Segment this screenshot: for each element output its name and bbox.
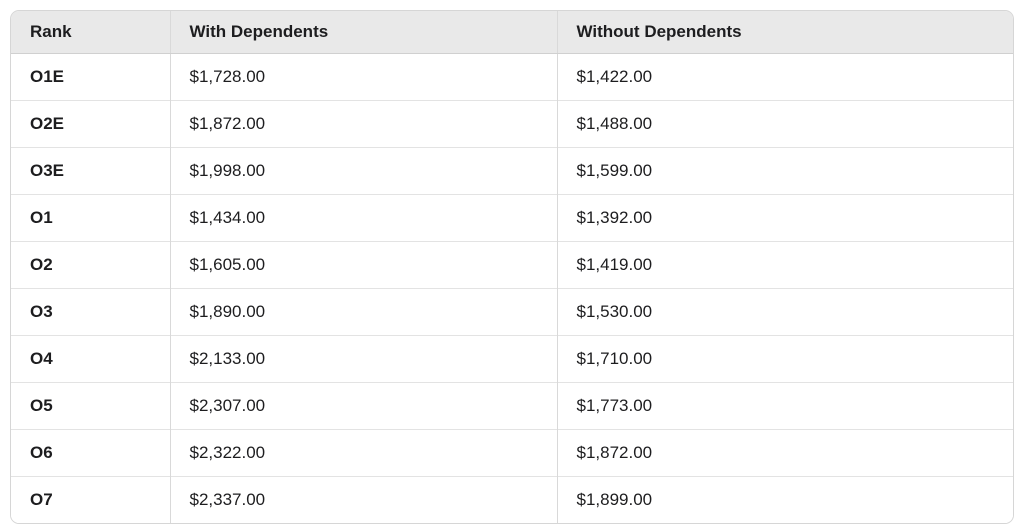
table-row [11,383,1013,430]
without-dependents-cell: $1,392.00 [557,195,1013,242]
header-row [11,11,1013,54]
table-row [11,54,1013,101]
table-row [11,195,1013,242]
table-row [11,101,1013,148]
rank-cell: O6 [11,430,170,477]
without-dependents-cell: $1,872.00 [557,430,1013,477]
rank-cell: O4 [11,336,170,383]
table-body [11,54,1013,524]
table-row [11,289,1013,336]
table-row [11,336,1013,383]
rank-cell: O2E [11,101,170,148]
with-dependents-cell: $1,434.00 [170,195,557,242]
rank-cell: O3 [11,289,170,336]
table-row [11,430,1013,477]
column-header-without-dependents: Without Dependents [557,11,1013,54]
with-dependents-cell: $2,133.00 [170,336,557,383]
with-dependents-cell: $2,307.00 [170,383,557,430]
rank-cell: O1E [11,54,170,101]
rank-cell: O3E [11,148,170,195]
without-dependents-cell: $1,599.00 [557,148,1013,195]
with-dependents-cell: $1,998.00 [170,148,557,195]
pay-rates-table-container [10,10,1014,524]
without-dependents-cell: $1,773.00 [557,383,1013,430]
without-dependents-cell: $1,530.00 [557,289,1013,336]
table-row [11,148,1013,195]
without-dependents-cell: $1,422.00 [557,54,1013,101]
rank-cell: O1 [11,195,170,242]
table-row [11,242,1013,289]
rank-cell: O5 [11,383,170,430]
column-header-with-dependents: With Dependents [170,11,557,54]
with-dependents-cell: $2,322.00 [170,430,557,477]
rank-cell: O7 [11,477,170,524]
rank-cell: O2 [11,242,170,289]
with-dependents-cell: $1,605.00 [170,242,557,289]
with-dependents-cell: $1,872.00 [170,101,557,148]
table-row [11,477,1013,524]
without-dependents-cell: $1,710.00 [557,336,1013,383]
with-dependents-cell: $1,728.00 [170,54,557,101]
with-dependents-cell: $1,890.00 [170,289,557,336]
without-dependents-cell: $1,419.00 [557,242,1013,289]
pay-rates-table [11,11,1013,523]
column-header-rank: Rank [11,11,170,54]
with-dependents-cell: $2,337.00 [170,477,557,524]
without-dependents-cell: $1,488.00 [557,101,1013,148]
without-dependents-cell: $1,899.00 [557,477,1013,524]
